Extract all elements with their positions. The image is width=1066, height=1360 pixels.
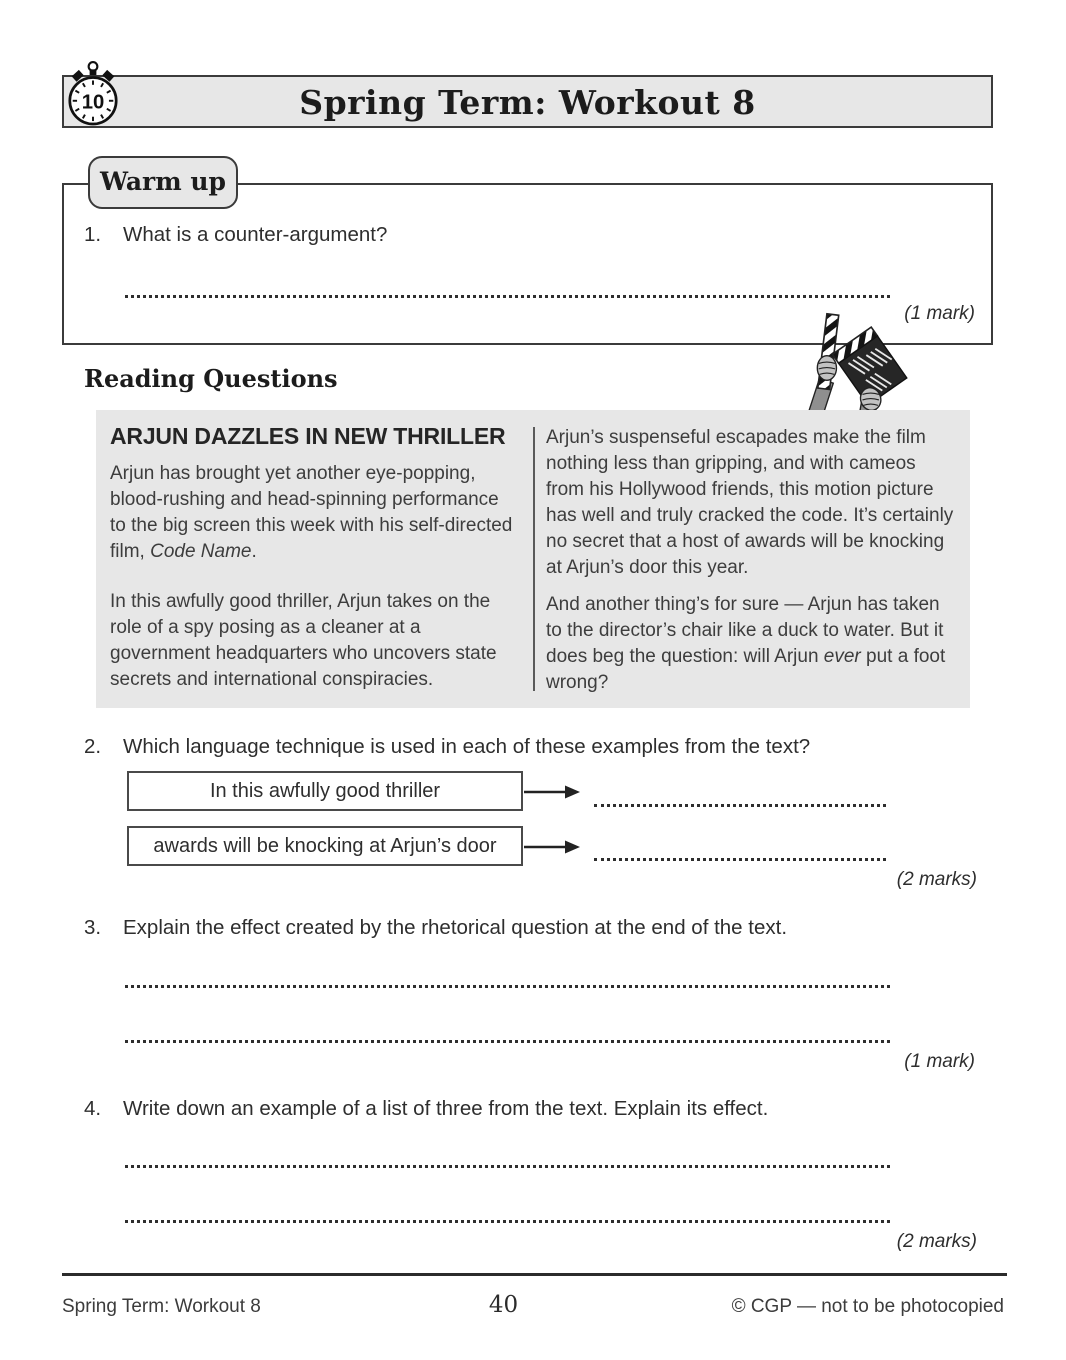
footer-section-title: Spring Term: Workout 8 (62, 1296, 261, 1317)
answer-line-q2a (594, 804, 886, 807)
example-box-1: In this awfully good thriller (127, 771, 523, 811)
timer-minutes-label: 10 (81, 91, 105, 114)
page-title: Spring Term: Workout 8 (299, 83, 756, 122)
question-4-number: 4. (84, 1097, 102, 1120)
marks-label-q3: (1 mark) (904, 1051, 975, 1072)
question-1-text: What is a counter-argument? (123, 223, 388, 246)
answer-line-q3b (125, 1040, 890, 1043)
answer-line-q2b (594, 858, 886, 861)
answer-line-q3a (125, 985, 890, 988)
question-4 (84, 1097, 984, 1121)
question-3-number: 3. (84, 916, 102, 939)
article-right-paragraph-1: Arjun’s suspenseful escapades make the film nothing less than gripping, and with cameos from his Hollywood friends, this motion picture has well and truly cracked the code. It’s certainly no secret that a host of awards will be knocking at Arjun’s door this year. (546, 427, 954, 578)
article-left-paragraph-1: Arjun has brought yet another eye-popping, blood-rushing and head-spinning performance to the big screen this week with his self-directed film, Code Name. (110, 463, 513, 562)
header-bar (62, 75, 993, 128)
page-number: 40 (488, 1292, 519, 1318)
article-column-right (546, 425, 958, 696)
article-box (96, 410, 970, 708)
marks-label-q4: (2 marks) (896, 1231, 977, 1252)
section-heading-reading-questions: Reading Questions (84, 364, 338, 393)
article-right-paragraph-2: And another thing’s for sure — Arjun has taken to the director’s chair like a duck to water. But it does beg the question: will Arjun ever put a foot wrong? (546, 594, 946, 693)
ever-italic: ever (823, 646, 861, 667)
marks-label-q1: (1 mark) (904, 303, 975, 324)
question-1 (84, 223, 944, 247)
question-2-text: Which language technique is used in each of these examples from the text? (123, 735, 811, 758)
answer-line-q1 (125, 295, 890, 298)
question-3 (84, 916, 984, 940)
clapperboard-illustration (805, 312, 909, 424)
arrow-right-icon (524, 838, 580, 856)
answer-line-q4a (125, 1165, 890, 1168)
question-3-text: Explain the effect created by the rhetorical question at the end of the text. (123, 916, 788, 939)
film-title-italic: Code Name (150, 541, 252, 562)
question-2-number: 2. (84, 735, 102, 758)
footer-copyright: © CGP — not to be photocopied (731, 1296, 1004, 1317)
stopwatch-timer-icon (64, 58, 122, 130)
column-divider (533, 427, 535, 691)
example-box-2: awards will be knocking at Arjun’s door (127, 826, 523, 866)
warm-up-tab-label: Warm up (88, 156, 238, 209)
question-1-number: 1. (84, 223, 102, 246)
article-column-left (110, 423, 514, 693)
arrow-right-icon (524, 783, 580, 801)
footer-rule (62, 1273, 1007, 1276)
question-4-text: Write down an example of a list of three from the text. Explain its effect. (123, 1097, 769, 1120)
question-2 (84, 735, 984, 759)
article-headline: ARJUN DAZZLES IN NEW THRILLER (110, 423, 506, 449)
article-left-paragraph-2: In this awfully good thriller, Arjun takes on the role of a spy posing as a cleaner at a government headquarters who uncovers state secrets and international conspiracies. (110, 591, 497, 690)
marks-label-q2: (2 marks) (896, 869, 977, 890)
answer-line-q4b (125, 1220, 890, 1223)
